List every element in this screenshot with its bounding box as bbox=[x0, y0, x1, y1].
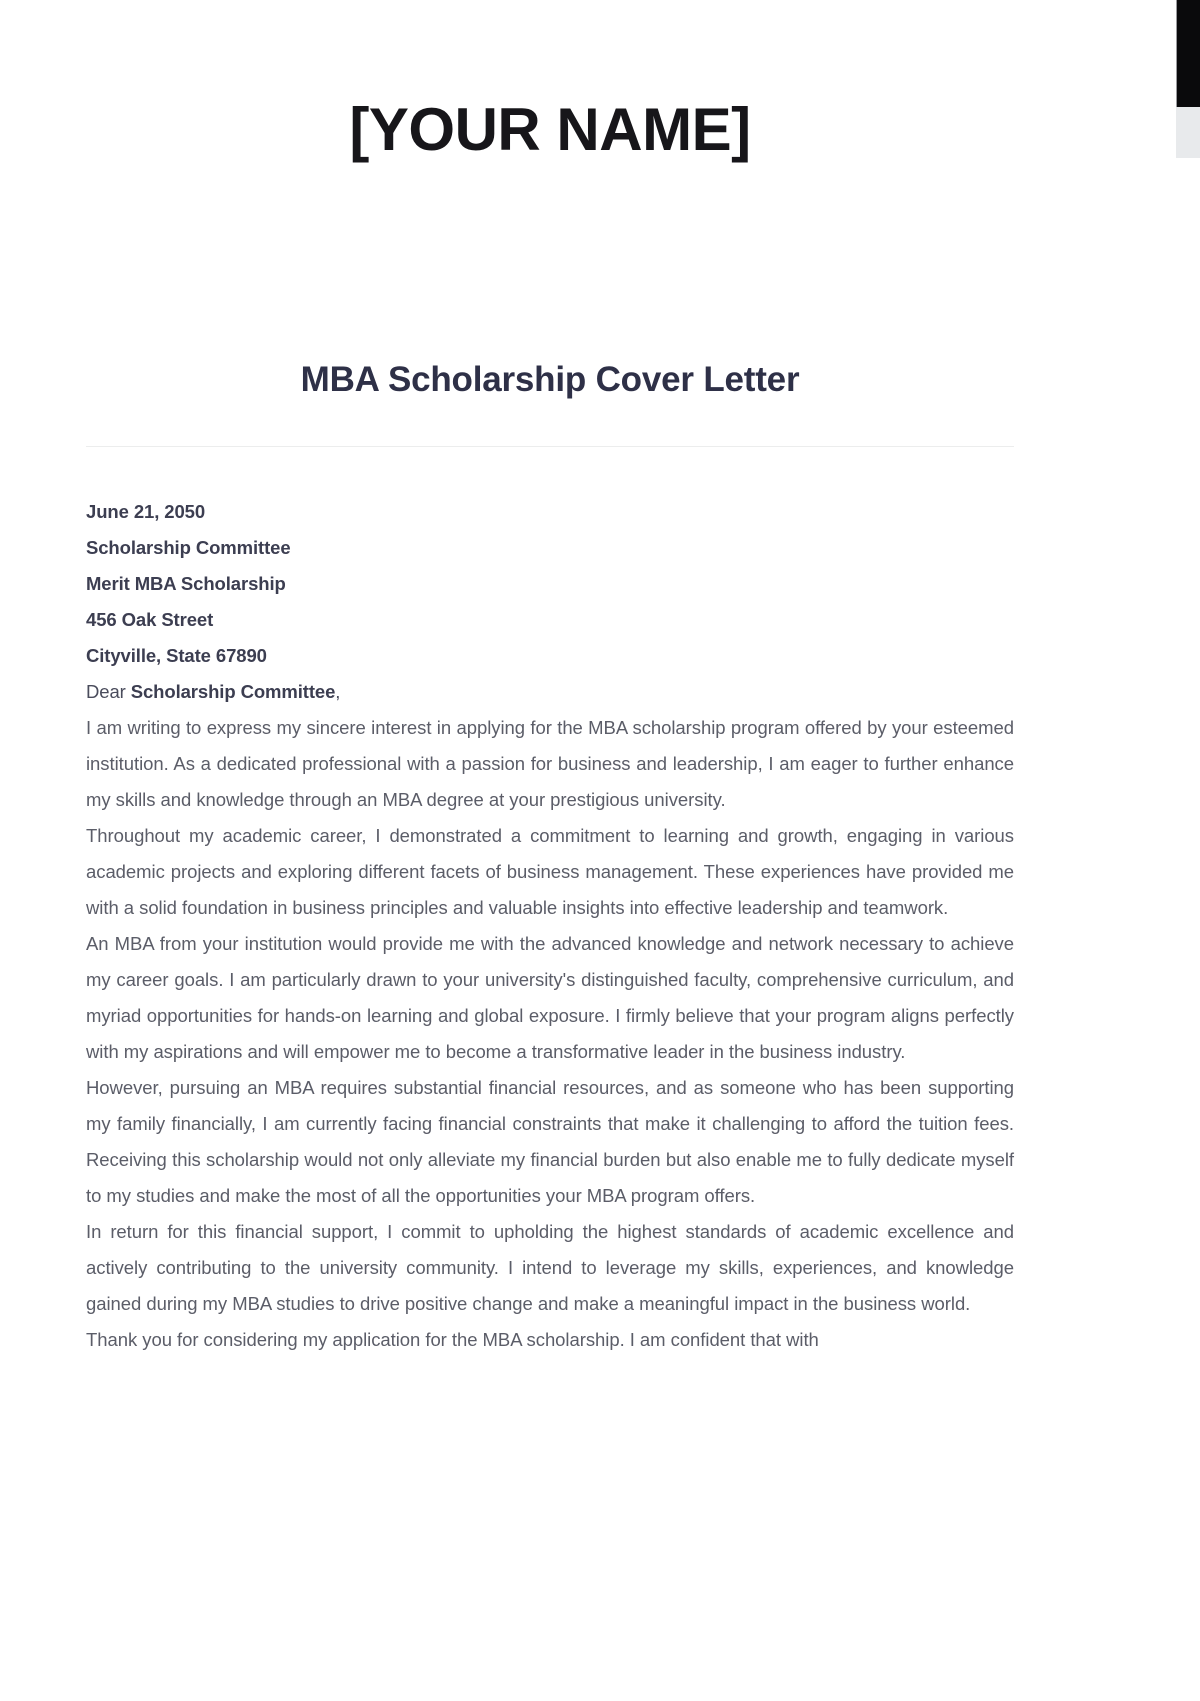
scrollbar-thumb[interactable] bbox=[1176, 0, 1200, 107]
salutation-recipient: Scholarship Committee bbox=[130, 681, 336, 703]
salutation-punctuation: , bbox=[335, 681, 341, 703]
body-paragraph: I am writing to express my sincere interest in applying for the MBA scholarship program offered by your esteemed institution. As a dedicated professional with a passion for business and leadership, I am eager to further enhance my skills and knowledge through an MBA degree at your prestigious university. bbox=[86, 717, 1014, 811]
body-paragraph: However, pursuing an MBA requires substantial financial resources, and as someone who has been supporting my family financially, I am currently facing financial constraints that make it challenging to afford the tuition fees. Receiving this scholarship would not only alleviate my financial burden but also enable me to fully dedicate myself to my studies and make the most of all the opportunities your MBA program offers. bbox=[86, 1077, 1014, 1207]
letterhead-name: [YOUR NAME] bbox=[349, 96, 751, 163]
recipient-organization: Merit MBA Scholarship bbox=[86, 573, 286, 595]
page-title: MBA Scholarship Cover Letter bbox=[300, 360, 800, 400]
body-paragraph: In return for this financial support, I commit to upholding the highest standards of academic excellence and actively contributing to the university community. I intend to leverage my skills, experiences, and knowledge gained during my MBA studies to drive positive change and make a meaningful impact in the business world. bbox=[86, 1221, 1014, 1315]
document-content bbox=[86, 0, 1014, 1358]
title-divider bbox=[86, 446, 1014, 447]
body-paragraph: Thank you for considering my application for the MBA scholarship. I am confident that with bbox=[86, 1329, 819, 1351]
recipient-city-state-zip: Cityville, State 67890 bbox=[86, 645, 267, 667]
vertical-scrollbar[interactable] bbox=[1176, 0, 1200, 1701]
recipient-name: Scholarship Committee bbox=[86, 537, 291, 559]
recipient-street: 456 Oak Street bbox=[86, 609, 214, 631]
letter-date: June 21, 2050 bbox=[86, 501, 206, 523]
body-paragraph: An MBA from your institution would provide me with the advanced knowledge and network necessary to achieve my career goals. I am particularly drawn to your university's distinguished faculty, comprehensive curriculum, and myriad opportunities for hands-on learning and global exposure. I firmly believe that your program aligns perfectly with my aspirations and will empower me to become a transformative leader in the business industry. bbox=[86, 933, 1014, 1063]
salutation-line bbox=[86, 674, 1014, 710]
letter-meta-block bbox=[86, 494, 1014, 710]
salutation-greeting: Dear bbox=[86, 681, 131, 703]
body-paragraph: Throughout my academic career, I demonstrated a commitment to learning and growth, engaging in various academic projects and exploring different facets of business management. These experiences have provided me with a solid foundation in business principles and valuable insights into effective leadership and teamwork. bbox=[86, 825, 1014, 919]
letter-body bbox=[86, 710, 1014, 1358]
